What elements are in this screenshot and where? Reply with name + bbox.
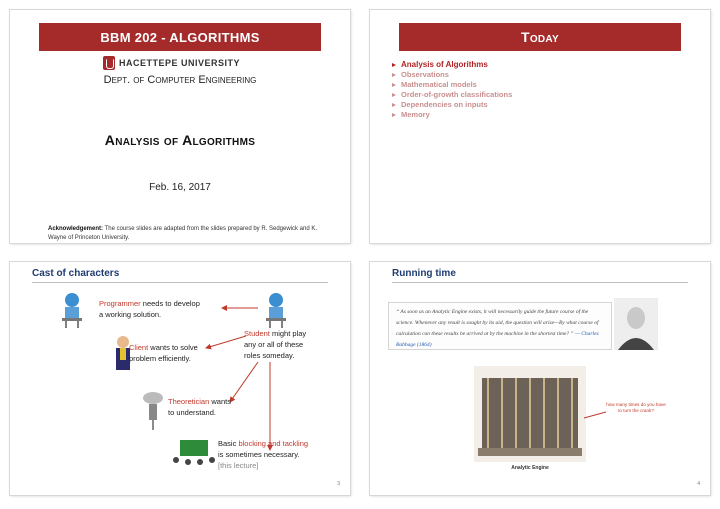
hacettepe-emblem-icon [103,56,115,70]
agenda-item-models: Mathematical models [392,80,512,90]
babbage-quote: “ As soon as an Analytic Engine exists, it will necessarily guide the future course of the science. Whenever any result is sought by its aid, the question will arise—By what course of calculation can these results be arrived at by the machine in the shortest time? ” — Charles Babbage (1864) [396,309,599,348]
arrow-to-theoretician [230,362,258,402]
arrow-to-client [206,336,246,348]
slide-heading: Running time [392,268,456,279]
deck-title: Analysis of Algorithms [104,132,256,148]
acknowledgement-label: Acknowledgement: [48,226,104,232]
university-name: HACETTEPE UNIVERSITY [119,58,241,68]
crank-caption: how many times do you have to turn the crank? [606,402,666,413]
bullet-triangle-icon [392,103,396,107]
basic-text: Basic blocking and tackling is sometimes necessary. [this lecture] [218,439,309,470]
page-number: 3 [337,481,340,487]
bullet-triangle-icon [392,93,396,97]
slide-running-time[interactable] [370,262,710,495]
analytic-engine-icon [474,366,586,462]
agenda-item-observations: Observations [392,70,512,80]
slide-cast-of-characters[interactable] [10,262,350,495]
programmer-text: Programmer needs to develop a working solution. [99,299,200,319]
client-text: Client wants to solve problem efficiently. [129,343,198,363]
bullet-triangle-icon [392,73,396,77]
deck-date: Feb. 16, 2017 [149,182,211,193]
blocking-tackling-icon [173,440,215,465]
acknowledgement-text: The course slides are adapted from the slides prepared by R. Sedgewick and K. Wayne of Princeton University. [48,226,318,241]
page-number: 4 [697,481,700,487]
agenda-item-memory: Memory [392,110,512,120]
student-text: Student might play any or all of these roles someday. [244,329,307,360]
theoretician-text: Theoretician wants to understand. [168,397,231,417]
client-icon [116,336,130,370]
agenda-item-order-of-growth: Order-of-growth classifications [392,90,512,100]
crank-arrow [584,412,606,418]
course-title-banner: BBM 202 - ALGORITHMS [39,23,321,51]
bullet-triangle-icon [392,63,396,67]
university-logo [103,56,240,70]
department-name: Dept. of Computer Engineering [103,74,257,86]
engine-label: Analytic Engine [511,465,549,471]
running-time-illustration [370,262,710,495]
slide-heading: Cast of characters [32,268,120,279]
acknowledgement [48,225,323,242]
bullet-triangle-icon [392,83,396,87]
babbage-portrait-icon [614,298,658,350]
programmer-icon [62,293,82,328]
today-banner: Today [399,23,681,51]
slide-title[interactable] [10,10,350,243]
student-icon [266,293,286,328]
agenda-item-dependencies: Dependencies on inputs [392,100,512,110]
bullet-triangle-icon [392,113,396,117]
slide-today[interactable] [370,10,710,243]
agenda-list [392,60,512,120]
agenda-item-analysis: Analysis of Algorithms [392,60,512,70]
theoretician-icon [143,392,163,430]
